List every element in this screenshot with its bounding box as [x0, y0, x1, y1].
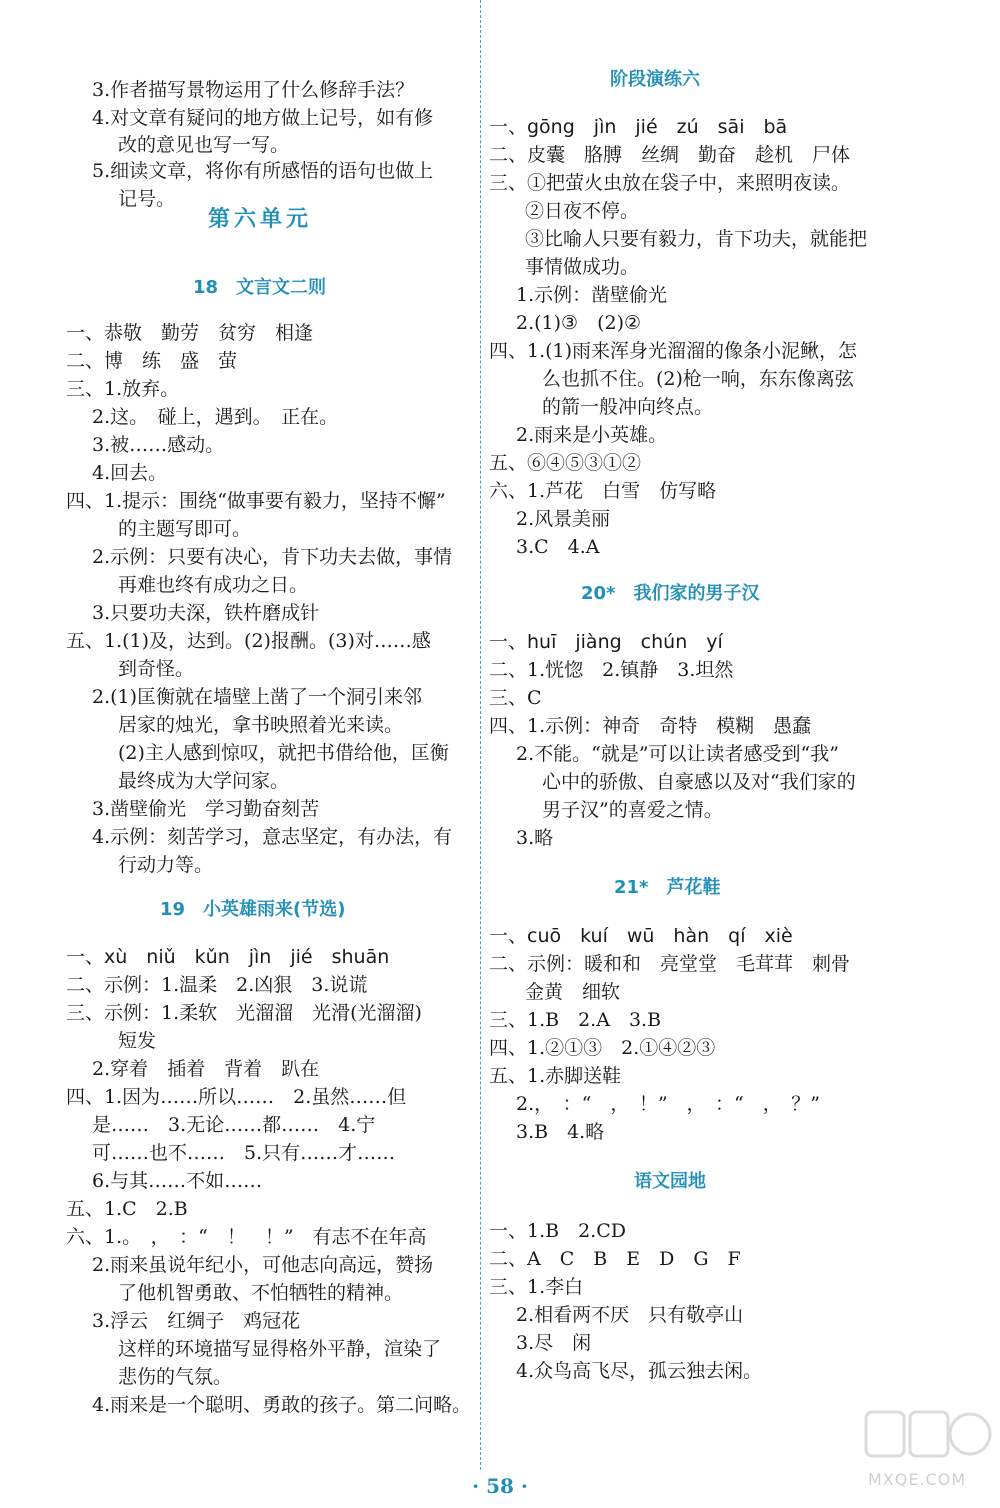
answer-line: 心中的骄傲、自豪感以及对“我们家的: [542, 771, 856, 793]
answer-line: 2.， ：“ ， ！” ， ：“ ， ？”: [516, 1093, 820, 1115]
watermark-icon: [848, 1404, 998, 1504]
answer-line: 三、①把萤火虫放在袋子中，来照明夜读。: [489, 172, 851, 194]
answer-line: 4.众鸟高飞尽，孤云独去闲。: [516, 1360, 763, 1382]
answer-line: 是…… 3.无论……都…… 4.宁: [92, 1114, 376, 1136]
pinyin-line: 一、cuō kuí wū hàn qí xiè: [489, 925, 793, 947]
pinyin-line: 一、huī jiàng chún yí: [489, 631, 723, 653]
pinyin-line: 一、xù niǔ kǔn jìn jié shuān: [66, 946, 390, 968]
answer-line: 2.(1)匡衡就在墙壁上凿了一个洞引来邻: [92, 686, 423, 708]
answer-line: 三、1.放弃。: [66, 378, 180, 400]
answer-line: 的主题写即可。: [118, 518, 252, 540]
answer-line: 三、C: [489, 687, 542, 709]
answer-line: 3.凿壁偷光 学习勤奋刻苦: [92, 798, 320, 820]
answer-line: 么也抓不住。(2)枪一响，东东像离弦: [542, 368, 854, 390]
text-line: 5.细读文章，将你有所感悟的语句也做上: [92, 160, 434, 182]
text-line: 改的意见也写一写。: [118, 134, 290, 156]
answer-line: 五、1.(1)及，达到。(2)报酬。(3)对……感: [66, 630, 431, 652]
answer-line: 五、1.C 2.B: [66, 1198, 188, 1220]
answer-line: 2.示例：只要有决心，肯下功夫去做，事情: [92, 546, 453, 568]
text-line: 3.作者描写景物运用了什么修辞手法？: [92, 79, 415, 101]
answer-line: 3.C 4.A: [516, 536, 600, 558]
answer-line: 到奇怪。: [118, 658, 195, 680]
answer-line: 3.略: [516, 827, 554, 849]
answer-line: 二、示例：1.温柔 2.凶狠 3.说谎: [66, 974, 368, 996]
lesson-20-title: 20* 我们家的男子汉: [581, 583, 760, 604]
answer-line: 居家的烛光，拿书映照着光来读。: [118, 714, 404, 736]
answer-line: 4.雨来是一个聪明、勇敢的孩子。第二问略。: [92, 1394, 472, 1416]
answer-line: 三、示例：1.柔软 光溜溜 光滑(光溜溜): [66, 1002, 422, 1024]
watermark-logo: [848, 1404, 998, 1504]
answer-line: 事情做成功。: [525, 256, 640, 278]
yuwen-yuandi-title: 语文园地: [634, 1171, 706, 1192]
answer-line: 金黄 细软: [525, 981, 621, 1003]
text-line: 4.对文章有疑问的地方做上记号，如有修: [92, 107, 434, 129]
answer-line: 2.雨来虽说年纪小，可他志向高远，赞扬: [92, 1254, 434, 1276]
answer-line: 3.尽 闲: [516, 1332, 592, 1354]
answer-line: 2.(1)③ (2)②: [516, 312, 642, 334]
answer-line: 四、1.②①③ 2.①④②③: [489, 1037, 716, 1059]
page-number: · 58 ·: [472, 1474, 528, 1498]
answer-line: 四、1.因为……所以…… 2.虽然……但: [66, 1086, 407, 1108]
answer-line: 六、1.。 ， ：“ ！ ！” 有志不在年高: [66, 1226, 427, 1248]
answer-line: 五、⑥④⑤③①②: [489, 452, 642, 474]
answer-line: 4.回去。: [92, 462, 168, 484]
answer-line: 二、皮囊 胳膊 丝绸 勤奋 趁机 尸体: [489, 144, 851, 166]
answer-line: 2.相看两不厌 只有敬亭山: [516, 1304, 744, 1326]
lesson-19-title: 19 小英雄雨来(节选): [160, 899, 346, 920]
answer-line: 三、1.李白: [489, 1276, 584, 1298]
lesson-21-title: 21* 芦花鞋: [614, 877, 721, 898]
answer-line: 这样的环境描写显得格外平静，渲染了: [118, 1338, 442, 1360]
answer-line: 二、示例：暖和和 亮堂堂 毛茸茸 刺骨: [489, 953, 851, 975]
unit-title: 第六单元: [208, 207, 313, 232]
answer-line: 五、1.赤脚送鞋: [489, 1065, 622, 1087]
answer-line: 三、1.B 2.A 3.B: [489, 1009, 662, 1031]
answer-line: 一、恭敬 勤劳 贫穷 相逢: [66, 322, 314, 344]
answer-line: 悲伤的气氛。: [118, 1366, 233, 1388]
answer-line: (2)主人感到惊叹，就把书借给他，匡衡: [118, 742, 449, 764]
answer-line: 四、1.示例：神奇 奇特 模糊 愚蠢: [489, 715, 812, 737]
answer-line: 2.穿着 插着 背着 趴在: [92, 1058, 320, 1080]
answer-line: 行动力等。: [118, 854, 214, 876]
answer-line: 一、1.B 2.CD: [489, 1220, 626, 1242]
answer-line: 男子汉”的喜爱之情。: [542, 799, 723, 821]
answer-line: 最终成为大学问家。: [118, 770, 290, 792]
answer-line: 再难也终有成功之日。: [118, 574, 309, 596]
answer-line: 四、1.提示：围绕“做事要有毅力，坚持不懈”: [66, 490, 446, 512]
answer-line: 3.B 4.略: [516, 1121, 605, 1143]
answer-line: 4.示例：刻苦学习，意志坚定，有办法，有: [92, 826, 453, 848]
answer-line: 短发: [118, 1030, 157, 1052]
answer-line: 3.只要功夫深，铁杵磨成针: [92, 602, 320, 624]
text-line: 记号。: [118, 188, 176, 210]
answer-line: 2.这。 碰上，遇到。 正在。: [92, 406, 339, 428]
answer-line: 3.被……感动。: [92, 434, 225, 456]
answer-line: 的箭一般冲向终点。: [542, 396, 714, 418]
answer-line: 可……也不…… 5.只有……才……: [92, 1142, 396, 1164]
answer-line: 四、1.(1)雨来浑身光溜溜的像条小泥鳅，怎: [489, 340, 858, 362]
answer-line: 了他机智勇敢、不怕牺牲的精神。: [118, 1282, 404, 1304]
answer-line: 2.不能。“就是”可以让读者感受到“我”: [516, 743, 839, 765]
lesson-18-title: 18 文言文二则: [193, 277, 327, 298]
answer-line: 六、1.芦花 白雪 仿写略: [489, 480, 717, 502]
answer-line: 二、A C B E D G F: [489, 1248, 741, 1270]
watermark-text: MXQE.COM: [868, 1470, 967, 1489]
stage6-title: 阶段演练六: [610, 69, 700, 90]
answer-line: 3.浮云 红绸子 鸡冠花: [92, 1310, 301, 1332]
answer-line: 二、博 练 盛 萤: [66, 350, 238, 372]
answer-line: 二、1.恍惚 2.镇静 3.坦然: [489, 659, 734, 681]
pinyin-line: 一、gōng jìn jié zú sāi bā: [489, 116, 788, 138]
answer-line: ③比喻人只要有毅力，肯下功夫，就能把: [525, 228, 868, 250]
answer-line: ②日夜不停。: [525, 200, 640, 222]
answer-line: 2.风景美丽: [516, 508, 611, 530]
answer-line: 1.示例：凿壁偷光: [516, 284, 668, 306]
answer-line: 2.雨来是小英雄。: [516, 424, 668, 446]
column-divider: [480, 0, 481, 1470]
answer-line: 6.与其……不如……: [92, 1170, 263, 1192]
